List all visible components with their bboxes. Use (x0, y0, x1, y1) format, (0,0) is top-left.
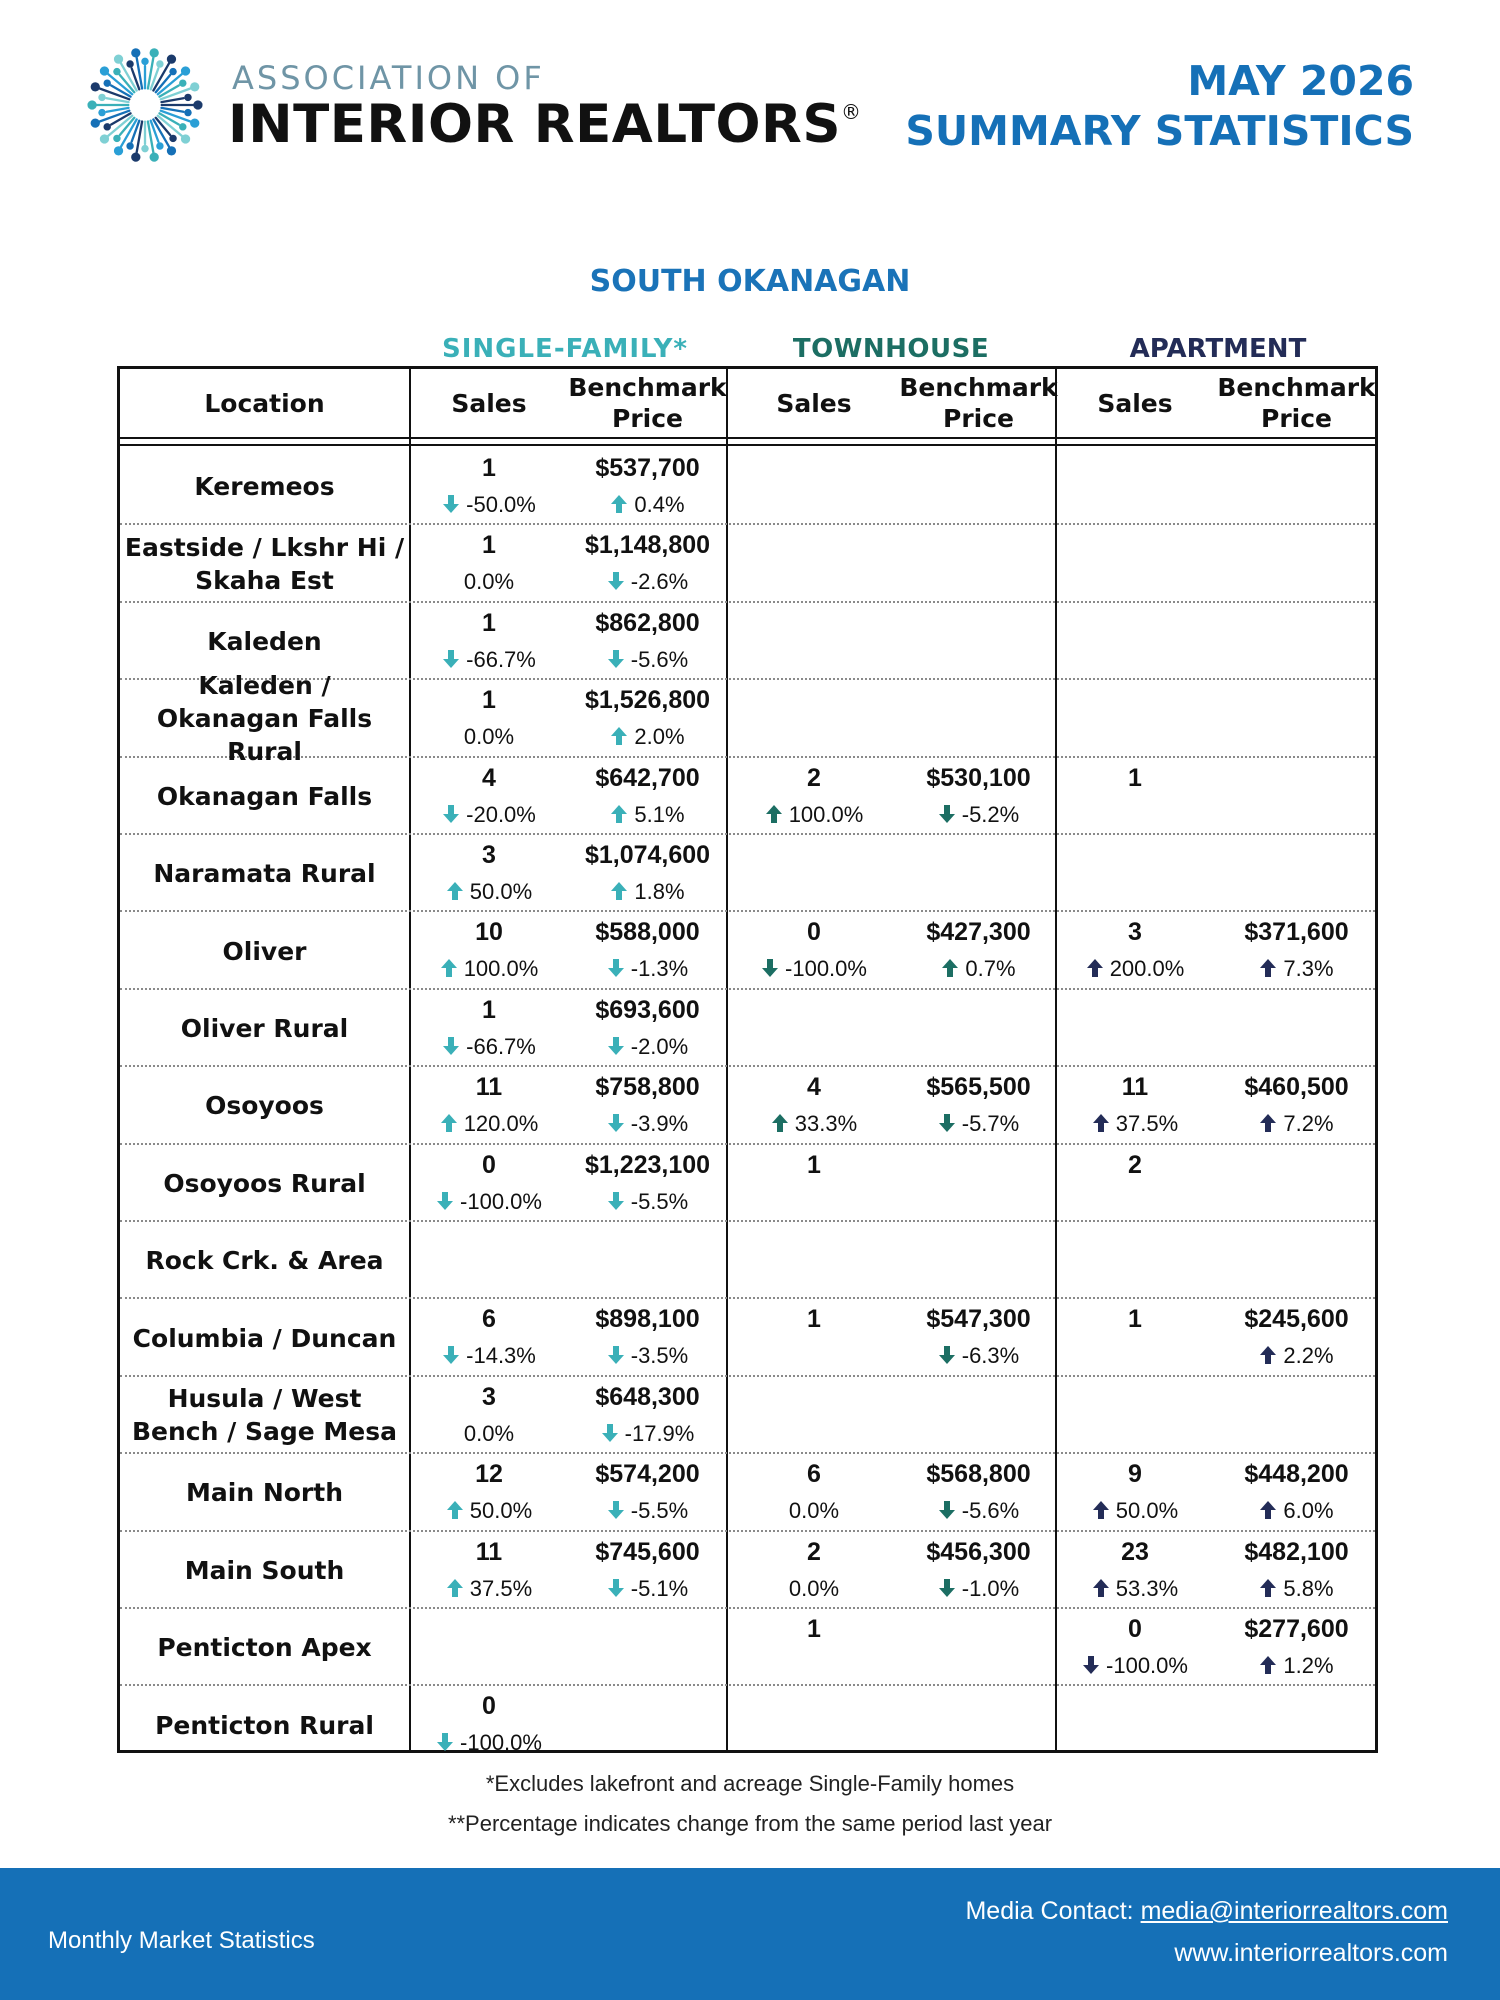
th-benchmark-price: $547,300 (926, 1305, 1031, 1334)
sf-price-change: -2.6% (569, 570, 726, 594)
th-sales-value: 1 (807, 1615, 821, 1643)
table-row (120, 671, 1375, 767)
th-sales-value: 1 (807, 1150, 821, 1179)
arrow-up-icon (610, 494, 628, 514)
th-price-change: -5.7% (902, 1112, 1055, 1136)
sf-sales-value: 0 (482, 1150, 496, 1179)
apt-sales-value: 23 (1121, 1537, 1149, 1566)
media-email-link[interactable]: media@interiorrealtors.com (1140, 1897, 1448, 1925)
sf-sales-value: 1 (482, 531, 496, 560)
arrow-up-icon (610, 881, 628, 901)
sf-sales-change: 100.0% (409, 957, 569, 981)
sf-price-change: -3.9% (569, 1112, 726, 1136)
th-price-change: -5.6% (902, 1499, 1055, 1523)
location-name: Osoyoos Rural (163, 1168, 366, 1198)
arrow-up-icon (1259, 1578, 1277, 1598)
sf-price-change: -5.1% (569, 1577, 726, 1601)
location-name: Main North (186, 1478, 343, 1508)
sf-sales-value: 3 (482, 1382, 496, 1411)
apt-price-change: 7.2% (1215, 1112, 1378, 1136)
apt-benchmark-price: $460,500 (1244, 1073, 1349, 1102)
apt-sales-change: 200.0% (1055, 957, 1215, 981)
sf-sales-value: 11 (475, 1537, 503, 1566)
th-price-change: 0.7% (902, 957, 1055, 981)
sf-sales-change: 0.0% (463, 1420, 515, 1446)
group-townhouse: TOWNHOUSE (792, 334, 990, 364)
table-row (120, 1532, 1375, 1609)
location-name: Main South (184, 1555, 345, 1585)
registered-mark: ® (841, 100, 862, 124)
location-name: Keremeos (194, 472, 335, 502)
th-sales-change: -100.0% (726, 957, 902, 981)
apt-benchmark-price: $448,200 (1244, 1460, 1349, 1489)
th-benchmark-price: $565,500 (926, 1073, 1031, 1102)
arrow-up-icon (765, 804, 783, 824)
sf-price-change: -5.5% (569, 1190, 726, 1214)
sf-benchmark-price: $745,600 (595, 1537, 700, 1566)
sf-benchmark-price: $588,000 (595, 918, 700, 947)
table-row (120, 1454, 1375, 1531)
sf-sales-value: 3 (482, 841, 496, 869)
arrow-up-icon (941, 958, 959, 978)
region-title: SOUTH OKANAGAN (589, 264, 911, 299)
media-contact-label: Media Contact: (965, 1897, 1141, 1925)
sf-benchmark-price: $898,100 (595, 1305, 700, 1334)
sf-price-change: -2.0% (569, 1035, 726, 1059)
apt-benchmark-price: $245,600 (1244, 1305, 1349, 1334)
arrow-up-icon (1092, 1113, 1110, 1133)
sf-sales-value: 12 (475, 1460, 503, 1489)
apt-sales-value: 1 (1128, 763, 1142, 792)
table-row (120, 448, 1375, 525)
arrow-up-icon (1092, 1500, 1110, 1520)
sf-sales-change: 37.5% (409, 1577, 569, 1601)
footnote-percentage: **Percentage indicates change from the same period last year (447, 1811, 1053, 1836)
apt-price-change: 1.2% (1215, 1654, 1378, 1678)
arrow-down-icon (442, 1345, 460, 1365)
location-name: Kaleden (207, 626, 322, 656)
header-th-benchmark: Benchmark Price (899, 373, 1058, 433)
apt-sales-value: 2 (1128, 1150, 1142, 1179)
sf-benchmark-price: $648,300 (595, 1382, 700, 1411)
th-price-change: -1.0% (902, 1577, 1055, 1601)
sf-sales-change: -50.0% (409, 493, 569, 517)
table-row (120, 1609, 1375, 1686)
arrow-up-icon (1259, 1655, 1277, 1675)
sf-benchmark-price: $1,223,100 (584, 1150, 711, 1179)
sf-price-change: 2.0% (569, 725, 726, 749)
location-name: Husula / West Bench / Sage Mesa (132, 1384, 397, 1447)
website-link[interactable]: www.interiorrealtors.com (1174, 1939, 1448, 1967)
sf-sales-change: -14.3% (409, 1344, 569, 1368)
arrow-down-icon (938, 1345, 956, 1365)
sf-sales-change: 50.0% (409, 880, 569, 904)
arrow-down-icon (607, 1500, 625, 1520)
arrow-down-icon (442, 494, 460, 514)
apt-price-change: 5.8% (1215, 1577, 1378, 1601)
table-row (120, 912, 1375, 989)
table-row (120, 835, 1375, 912)
sf-sales-value: 11 (475, 1073, 503, 1102)
th-sales-change: 33.3% (726, 1112, 902, 1136)
arrow-up-icon (440, 958, 458, 978)
brand-name-top: ASSOCIATION OF (232, 59, 545, 97)
footer-contact (965, 1890, 1448, 1974)
report-month: MAY 2026 (1187, 57, 1414, 105)
apt-benchmark-price: $371,600 (1244, 918, 1349, 947)
apt-sales-change: -100.0% (1055, 1654, 1215, 1678)
arrow-up-icon (771, 1113, 789, 1133)
apt-sales-value: 0 (1128, 1615, 1142, 1643)
table-row (120, 1222, 1375, 1299)
location-name: Okanagan Falls (156, 781, 373, 811)
arrow-down-icon (938, 1578, 956, 1598)
footer-publication: Monthly Market Statistics (48, 1927, 315, 1954)
arrow-up-icon (1259, 1113, 1277, 1133)
sf-sales-change: -66.7% (409, 648, 569, 672)
header-th-sales: Sales (776, 388, 852, 418)
header-apt-benchmark: Benchmark Price (1217, 373, 1376, 433)
th-benchmark-price: $530,100 (926, 763, 1031, 792)
header-apt-sales: Sales (1097, 388, 1173, 418)
table-row (120, 990, 1375, 1067)
arrow-up-icon (446, 1578, 464, 1598)
location-name: Kaleden / Okanagan Falls Rural (156, 671, 373, 767)
th-price-change: -6.3% (902, 1344, 1055, 1368)
table-row (120, 758, 1375, 835)
sf-price-change: -5.6% (569, 648, 726, 672)
apt-sales-value: 3 (1128, 918, 1142, 947)
th-benchmark-price: $456,300 (926, 1537, 1031, 1566)
location-name: Rock Crk. & Area (145, 1246, 384, 1276)
apt-price-change: 6.0% (1215, 1499, 1378, 1523)
arrow-up-icon (1092, 1578, 1110, 1598)
footer-bar (0, 1868, 1500, 2000)
report-subtitle: SUMMARY STATISTICS (905, 107, 1414, 155)
apt-sales-change: 53.3% (1055, 1577, 1215, 1601)
group-single-family: SINGLE-FAMILY* (441, 334, 688, 364)
sf-sales-change: 120.0% (409, 1112, 569, 1136)
sf-price-change: 1.8% (569, 880, 726, 904)
sf-benchmark-price: $642,700 (595, 763, 700, 792)
arrow-up-icon (440, 1113, 458, 1133)
arrow-down-icon (938, 1500, 956, 1520)
sf-sales-value: 1 (482, 686, 496, 715)
header-sf-benchmark: Benchmark Price (568, 373, 727, 433)
arrow-down-icon (601, 1423, 619, 1443)
th-sales-value: 1 (807, 1305, 821, 1334)
brand-name-main: INTERIOR REALTORS® (228, 94, 862, 155)
arrow-up-icon (1259, 958, 1277, 978)
sf-benchmark-price: $1,526,800 (584, 686, 711, 715)
arrow-up-icon (1086, 958, 1104, 978)
footnote-lakefront: *Excludes lakefront and acreage Single-Family homes (485, 1771, 1015, 1796)
apt-benchmark-price: $277,600 (1244, 1615, 1349, 1643)
arrow-down-icon (607, 1113, 625, 1133)
arrow-down-icon (1082, 1655, 1100, 1675)
table-row (120, 1067, 1375, 1144)
apt-price-change: 7.3% (1215, 957, 1378, 981)
arrow-down-icon (607, 1036, 625, 1056)
table-row (120, 1377, 1375, 1454)
sf-sales-change: 0.0% (463, 569, 515, 595)
sf-sales-value: 0 (482, 1692, 496, 1721)
sf-sales-change: -66.7% (409, 1035, 569, 1059)
sf-benchmark-price: $693,600 (595, 995, 700, 1024)
location-name: Oliver Rural (180, 1013, 349, 1043)
apt-sales-value: 1 (1128, 1305, 1142, 1334)
statistics-table (117, 366, 1378, 1756)
arrow-down-icon (607, 1578, 625, 1598)
sf-price-change: -17.9% (569, 1422, 726, 1446)
sf-sales-change: 0.0% (463, 724, 515, 750)
table-row (120, 1299, 1375, 1376)
sf-benchmark-price: $1,074,600 (584, 841, 711, 869)
arrow-up-icon (446, 1500, 464, 1520)
arrow-down-icon (607, 958, 625, 978)
th-sales-change: 100.0% (726, 803, 902, 827)
arrow-up-icon (610, 726, 628, 746)
arrow-down-icon (436, 1191, 454, 1211)
th-sales-value: 2 (807, 1537, 821, 1566)
apt-sales-change: 50.0% (1055, 1499, 1215, 1523)
table-row (120, 525, 1375, 602)
th-sales-value: 0 (807, 918, 821, 947)
th-sales-value: 2 (807, 763, 821, 792)
sf-sales-change: -100.0% (409, 1731, 569, 1755)
arrow-down-icon (442, 1036, 460, 1056)
sf-price-change: 0.4% (569, 493, 726, 517)
association-logo (80, 40, 210, 170)
th-sales-change: 0.0% (788, 1498, 840, 1524)
sf-sales-value: 1 (482, 454, 496, 482)
apt-sales-value: 11 (1121, 1073, 1149, 1102)
sf-benchmark-price: $862,800 (595, 608, 700, 637)
apt-sales-change: 37.5% (1055, 1112, 1215, 1136)
arrow-down-icon (607, 1191, 625, 1211)
sf-sales-value: 4 (482, 763, 496, 792)
th-price-change: -5.2% (902, 803, 1055, 827)
sf-benchmark-price: $574,200 (595, 1460, 700, 1489)
th-sales-value: 6 (807, 1460, 821, 1489)
table-row (120, 1145, 1375, 1222)
arrow-down-icon (442, 804, 460, 824)
location-name: Columbia / Duncan (132, 1323, 397, 1353)
arrow-down-icon (761, 958, 779, 978)
arrow-down-icon (938, 804, 956, 824)
location-name: Eastside / Lkshr Hi / Skaha Est (124, 533, 405, 596)
header-sf-sales: Sales (451, 388, 527, 418)
sf-sales-change: -20.0% (409, 803, 569, 827)
sf-sales-change: -100.0% (409, 1190, 569, 1214)
th-sales-value: 4 (807, 1073, 821, 1102)
sf-benchmark-price: $758,800 (595, 1073, 700, 1102)
report-title (905, 56, 1414, 156)
arrow-down-icon (607, 571, 625, 591)
sf-price-change: 5.1% (569, 803, 726, 827)
sf-benchmark-price: $1,148,800 (584, 531, 711, 560)
sf-benchmark-price: $537,700 (595, 454, 700, 482)
location-name: Naramata Rural (153, 859, 376, 889)
arrow-up-icon (1259, 1500, 1277, 1520)
th-sales-change: 0.0% (788, 1575, 840, 1601)
location-name: Penticton Rural (155, 1710, 374, 1740)
arrow-down-icon (442, 649, 460, 669)
apt-price-change: 2.2% (1215, 1344, 1378, 1368)
sf-price-change: -1.3% (569, 957, 726, 981)
header-rule (120, 437, 1375, 446)
arrow-up-icon (1259, 1345, 1277, 1365)
apt-benchmark-price: $482,100 (1244, 1537, 1349, 1566)
arrow-down-icon (436, 1732, 454, 1752)
arrow-up-icon (610, 804, 628, 824)
sf-sales-value: 1 (482, 995, 496, 1024)
th-benchmark-price: $568,800 (926, 1460, 1031, 1489)
location-name: Osoyoos (205, 1091, 324, 1121)
arrow-up-icon (446, 881, 464, 901)
sf-sales-value: 10 (475, 918, 503, 947)
sf-sales-value: 6 (482, 1305, 496, 1334)
arrow-down-icon (607, 649, 625, 669)
location-name: Oliver (222, 936, 307, 966)
sf-price-change: -5.5% (569, 1499, 726, 1523)
sf-sales-value: 1 (482, 608, 496, 637)
th-benchmark-price: $427,300 (926, 918, 1031, 947)
header-location: Location (204, 388, 325, 418)
arrow-down-icon (938, 1113, 956, 1133)
location-name: Penticton Apex (157, 1633, 372, 1663)
table-row (120, 1686, 1375, 1763)
sf-sales-change: 50.0% (409, 1499, 569, 1523)
arrow-down-icon (607, 1345, 625, 1365)
sf-price-change: -3.5% (569, 1344, 726, 1368)
apt-sales-value: 9 (1128, 1460, 1142, 1489)
group-apartment: APARTMENT (1129, 334, 1307, 364)
